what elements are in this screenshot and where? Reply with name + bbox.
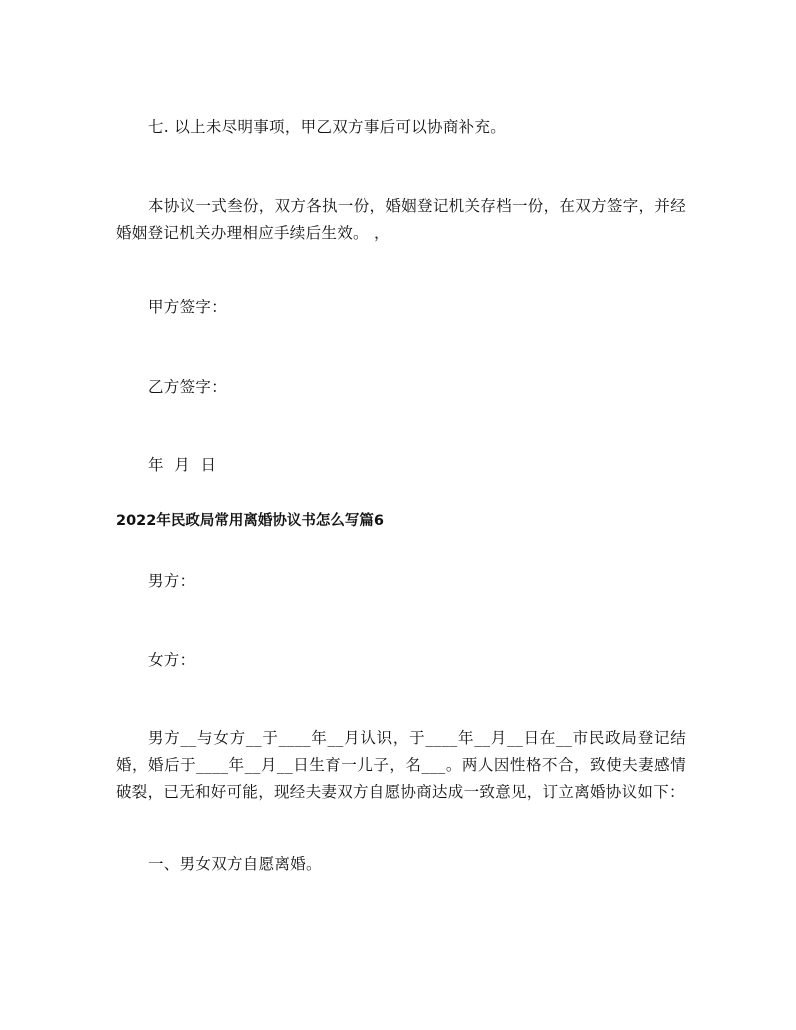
party-a-signature-label: 甲方签字：	[148, 298, 228, 316]
clause-one-text: 一、男女双方自愿离婚。	[148, 855, 322, 873]
section-heading: 2022年民政局常用离婚协议书怎么写篇6	[116, 513, 384, 529]
item-seven-text: 七. 以上未尽明事项，甲乙双方事后可以协商补充。	[148, 118, 507, 136]
female-party-label: 女方：	[148, 651, 196, 669]
party-b-signature-label: 乙方签字：	[148, 378, 228, 396]
male-party-label: 男方：	[148, 572, 196, 590]
agreement-copies-paragraph: 本协议一式叁份，双方各执一份，婚姻登记机关存档一份，在双方签字，并经婚姻登记机关办理相应手续后生效。 ，	[116, 197, 686, 242]
date-line: 年 月 日	[148, 456, 217, 474]
intro-paragraph: 男方__与女方__于____年__月认识，于____年__月__日在__市民政局登记结婚，婚后于____年__月__日生育一儿子，名___。两人因性格不合，致使夫妻感情破裂，已无和好可能，现经夫妻双方自愿协商达成一致意见，订立离婚协议如下：	[116, 729, 686, 801]
